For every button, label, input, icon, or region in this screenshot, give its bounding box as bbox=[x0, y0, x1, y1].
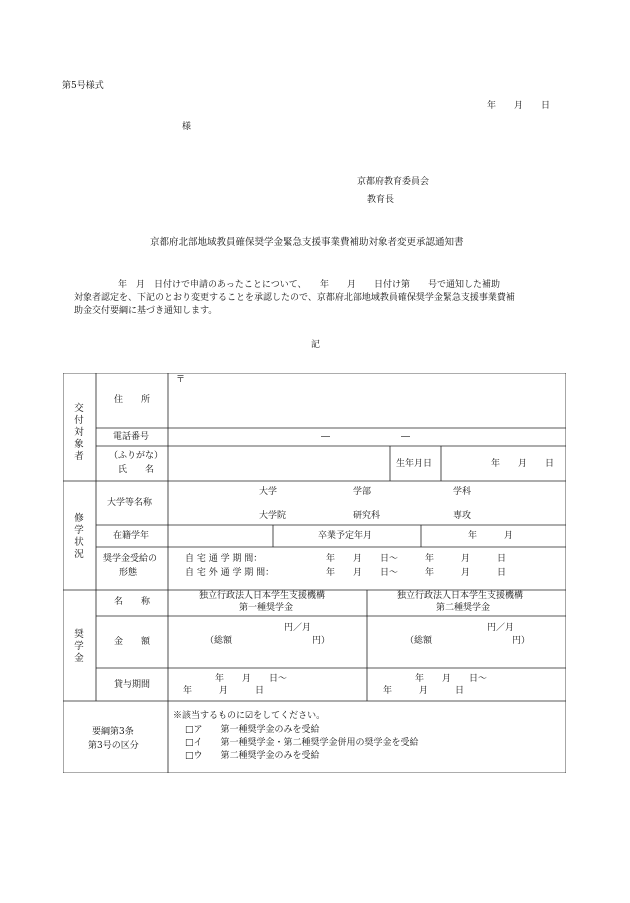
graduate-school: 研究科 bbox=[353, 511, 381, 521]
classification-label-2: 第3号の区分 bbox=[88, 741, 139, 751]
section-scholarship: 奨学金 bbox=[74, 629, 84, 664]
univ-1: 大学 bbox=[259, 487, 278, 497]
loan-to-2: 年 月 日 bbox=[383, 686, 465, 696]
form-table bbox=[63, 373, 566, 773]
phone-dash-1: ― bbox=[321, 432, 330, 442]
option-i-checkbox[interactable]: □イ 第一種奨学金・第二種奨学金併用の奨学金を受給 bbox=[185, 738, 419, 748]
department: 学科 bbox=[453, 487, 472, 497]
total-close-2: 円） bbox=[512, 636, 531, 646]
major: 専攻 bbox=[453, 511, 472, 521]
classification-note: ※該当するものに☑をしてください。 bbox=[173, 711, 326, 721]
grad-label: 卒業予定年月 bbox=[318, 531, 373, 541]
loan-label: 貸与期間 bbox=[114, 680, 151, 690]
per-month-1: 円／月 bbox=[284, 623, 312, 633]
period-2: 年 月 日～ 年 月 日 bbox=[326, 568, 507, 578]
dob-value: 年 月 日 bbox=[491, 459, 555, 469]
loan-from-1: 年 月 日～ bbox=[215, 674, 288, 684]
mode-label-1: 奨学金受給の bbox=[103, 554, 158, 564]
ki-mark: 記 bbox=[311, 340, 321, 350]
form-number: 第5号様式 bbox=[62, 81, 104, 91]
mode-label-2: 形態 bbox=[119, 568, 138, 578]
phone-label: 電話番号 bbox=[113, 432, 150, 442]
body-line-2: 対象者認定を、下記のとおり変更することを承認したので、京都府北部地域教員確保奨学金緊急支援事業費補 bbox=[74, 293, 515, 303]
univ-2: 大学院 bbox=[259, 511, 287, 521]
faculty: 学部 bbox=[353, 487, 372, 497]
phone-dash-2: ― bbox=[401, 432, 410, 442]
total-close-1: 円） bbox=[312, 636, 331, 646]
org-1: 独立行政法人日本学生支援機構 bbox=[199, 591, 326, 601]
classification-label-1: 要綱第3条 bbox=[92, 727, 134, 737]
furigana-label: （ふりがな） bbox=[109, 451, 164, 461]
body-line-1: 年 月 日付けで申請のあったことについて、 年 月 日付け第 号で通知した補助 bbox=[118, 280, 501, 290]
university-label: 大学等名称 bbox=[107, 498, 153, 508]
per-month-2: 円／月 bbox=[487, 623, 515, 633]
commute-1: 自 宅 通 学 期 間： bbox=[185, 554, 263, 564]
amount-label: 金 額 bbox=[114, 637, 151, 647]
total-open-1: （総額 bbox=[205, 636, 233, 646]
scholarship-name-label: 名 称 bbox=[114, 597, 151, 607]
loan-to-1: 年 月 日 bbox=[183, 686, 265, 696]
address-label: 住 所 bbox=[114, 395, 151, 405]
date-line: 年 月 日 bbox=[487, 101, 551, 111]
postal-mark: 〒 bbox=[176, 375, 186, 385]
period-1: 年 月 日～ 年 月 日 bbox=[326, 554, 507, 564]
loan-from-2: 年 月 日～ bbox=[415, 674, 488, 684]
addressee-suffix: 様 bbox=[182, 122, 192, 132]
dob-label: 生年月日 bbox=[396, 459, 433, 469]
name-label: 氏 名 bbox=[118, 465, 155, 475]
body-line-3: 助金交付要綱に基づき通知します。 bbox=[74, 306, 218, 316]
type-2: 第二種奨学金 bbox=[436, 603, 491, 613]
option-u-checkbox[interactable]: □ウ 第二種奨学金のみを受給 bbox=[185, 751, 320, 761]
issuer-title: 教育長 bbox=[367, 195, 395, 205]
grad-value: 年 月 bbox=[468, 531, 514, 541]
document-title: 京都府北部地域教員確保奨学金緊急支援事業費補助対象者変更承認通知書 bbox=[150, 237, 464, 248]
section-study: 修学状況 bbox=[74, 513, 84, 560]
type-1: 第一種奨学金 bbox=[239, 603, 294, 613]
grade-label: 在籍学年 bbox=[113, 531, 150, 541]
org-2: 独立行政法人日本学生支援機構 bbox=[397, 591, 524, 601]
total-open-2: （総額 bbox=[405, 636, 433, 646]
issuer-org: 京都府教育委員会 bbox=[357, 177, 430, 187]
section-recipient: 交付対象者 bbox=[74, 403, 84, 462]
commute-2: 自 宅 外 通 学 期 間： bbox=[185, 568, 275, 578]
option-a-checkbox[interactable]: □ア 第一種奨学金のみを受給 bbox=[185, 725, 320, 735]
